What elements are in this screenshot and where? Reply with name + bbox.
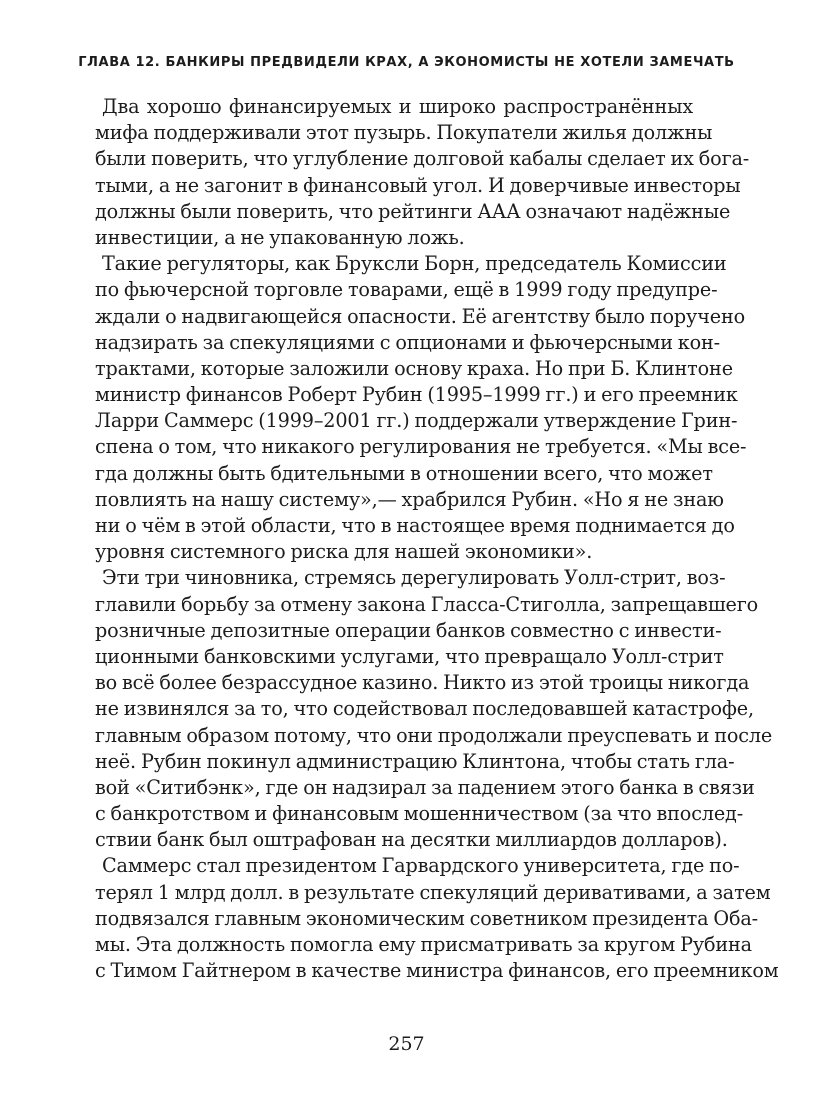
text-line: Саммерс стал президентом Гарвардского университета, где по- (102, 854, 740, 878)
text-line: вой «Ситибэнк», где он надзирал за падением этого банка в связи (95, 775, 755, 799)
text-line: Эти три чиновника, стремясь дерегулировать Уолл-стрит, воз- (102, 566, 726, 590)
text-line: во всё более безрассудное казино. Никто из этой троицы никогда (95, 671, 750, 695)
text-line: главным образом потому, что они продолжали преуспевать и после (95, 723, 773, 747)
body-text (95, 94, 779, 984)
text-line: ждали о надвигающейся опасности. Её агентству было поручено (95, 304, 745, 328)
text-line: с банкротством и финансовым мошенничеством (за что впослед- (95, 802, 744, 826)
text-line: главили борьбу за отмену закона Гласса-Стиголла, запрещавшего (95, 592, 759, 616)
text-line: гда должны быть бдительными в отношении всего, что может (95, 461, 713, 485)
text-line: Два хорошо финансируемых и широко распространённых (102, 95, 693, 118)
text-line: подвязался главным экономическим советником президента Оба- (95, 906, 758, 930)
text-line: уровня системного риска для нашей экономики». (95, 540, 593, 564)
text-line: не извинялся за то, что содействовал последовавшей катастрофе, (95, 697, 754, 721)
text-line: спена о том, что никакого регулирования не требуется. «Мы все- (95, 435, 747, 459)
text-line: трактами, которые заложили основу краха. Но при Б. Клинтоне (95, 356, 733, 380)
text-line: ствии банк был оштрафован на десятки миллиардов долларов). (95, 828, 728, 852)
text-line: мифа поддерживали этот пузырь. Покупатели жилья должны (95, 121, 713, 145)
text-line: мы. Эта должность помогла ему присматривать за кругом Рубина (95, 933, 752, 956)
text-line: неё. Рубин покинул администрацию Клинтона, чтобы стать гла- (95, 749, 735, 773)
text-line: Ларри Саммерс (1999–2001 гг.) поддержали утверждение Грин- (95, 409, 738, 433)
page-number: 257 (388, 1033, 425, 1055)
text-line: были поверить, что углубление долговой кабалы сделает их бога- (95, 147, 750, 171)
text-line: ционными банковскими услугами, что превращало Уолл-стрит (95, 644, 724, 668)
text-line: повлиять на нашу систему»,— храбрился Рубин. «Но я не знаю (95, 487, 724, 511)
text-line: по фьючерсной торговле товарами, ещё в 1999 году предупре- (95, 278, 718, 302)
text-line: тыми, а не загонит в финансовый угол. И доверчивые инвесторы (95, 173, 741, 197)
running-head: ГЛАВА 12. БАНКИРЫ ПРЕДВИДЕЛИ КРАХ, А ЭКОНОМИСТЫ НЕ ХОТЕЛИ ЗАМЕЧАТЬ (78, 55, 735, 70)
text-line: должны были поверить, что рейтинги ААА означают надёжные (95, 199, 731, 223)
text-line: терял 1 млрд долл. в результате спекуляций деривативами, а затем (95, 880, 771, 904)
text-line: ни о чём в этой области, что в настоящее время поднимается до (95, 514, 735, 537)
text-line: Такие регуляторы, как Бруксли Борн, председатель Комиссии (102, 252, 727, 276)
text-line: инвестиции, а не упакованную ложь. (95, 225, 465, 249)
text-line: с Тимом Гайтнером в качестве министра финансов, его преемником (95, 959, 779, 983)
text-line: розничные депозитные операции банков совместно с инвести- (95, 618, 722, 642)
text-line: надзирать за спекуляциями с опционами и фьючерсными кон- (95, 330, 721, 354)
text-line: министр финансов Роберт Рубин (1995–1999 гг.) и его преемник (95, 383, 738, 407)
